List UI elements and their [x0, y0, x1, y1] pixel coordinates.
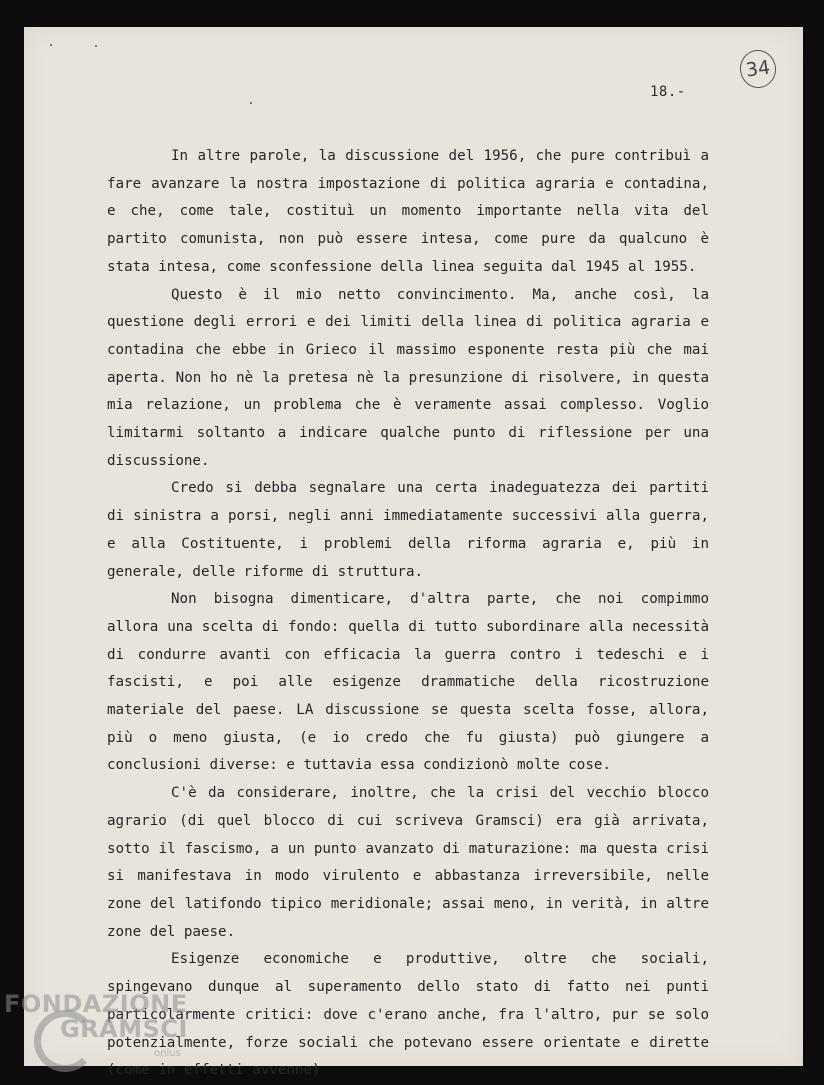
body-text	[107, 143, 709, 1085]
watermark-line2: GRAMSCI	[60, 1015, 188, 1043]
scan-mark	[95, 45, 97, 47]
archive-stamp: 34	[738, 48, 779, 91]
paragraph: Questo è il mio netto convincimento. Ma, anche così, la questione degli errori e dei limiti della linea di politica agraria e contadina che ebbe in Grieco il massimo esponente resta più che mai aperta. Non ho nè la pretesa nè la presunzione di risolvere, in questa mia relazione, un problema che è veramente assai complesso. Voglio limitarmi soltanto a indicare qualche punto di riflessione per una discussione.	[107, 286, 709, 469]
watermark-line1: FONDAZIONE	[4, 990, 188, 1018]
paragraph: In altre parole, la discussione del 1956, che pure contribuì a fare avanzare la nostra impostazione di politica agraria e contadina, e che, come tale, costituì un momento importante nella vita del partito comunista, non può essere intesa, come pure da qualcuno è stata intesa, come sconfessione della linea seguita dal 1945 al 1955.	[107, 148, 709, 275]
scan-mark	[250, 102, 252, 104]
paragraph: C'è da considerare, inoltre, che la crisi del vecchio blocco agrario (di quel blocco di cui scriveva Gramsci) era già arrivata, sotto il fascismo, a un punto avanzato di maturazione: ma questa crisi si manifestava in modo virulento e abbastanza irreversibile, nelle zone del latifondo tipico meridionale; assai meno, in verità, in altre zone del paese.	[107, 785, 709, 940]
watermark-line3: onlus	[154, 1048, 181, 1059]
page-number: 18.-	[650, 84, 686, 100]
watermark-logo	[4, 990, 214, 1075]
paragraph: Non bisogna dimenticare, d'altra parte, che noi compimmo allora una scelta di fondo: quella di tutto subordinare alla necessità di condurre avanti con efficacia la guerra contro i tedeschi e i fascisti, e poi alle esigenze drammatiche della ricostruzione materiale del paese. LA discussione se questa scelta fosse, allora, più o meno giusta, (e io credo che fu giusta) può giungere a conclusioni diverse: e tuttavia essa condizionò molte cose.	[107, 591, 709, 774]
paragraph: Credo si debba segnalare una certa inadeguatezza dei partiti di sinistra a porsi, negli anni immediatamente successivi alla guerra, e alla Costituente, i problemi della riforma agraria e, più in generale, delle riforme di struttura.	[107, 480, 709, 580]
scan-mark	[50, 44, 52, 46]
paragraph: Esigenze economiche e produttive, oltre che sociali, spingevano dunque al superamento dello stato di fatto nei punti particolarmente critici: dove c'erano anche, fra l'altro, pur se solo potenzialmente, forze sociali che potevano essere orientate e dirette (come in effetti avvenne)	[107, 951, 709, 1079]
